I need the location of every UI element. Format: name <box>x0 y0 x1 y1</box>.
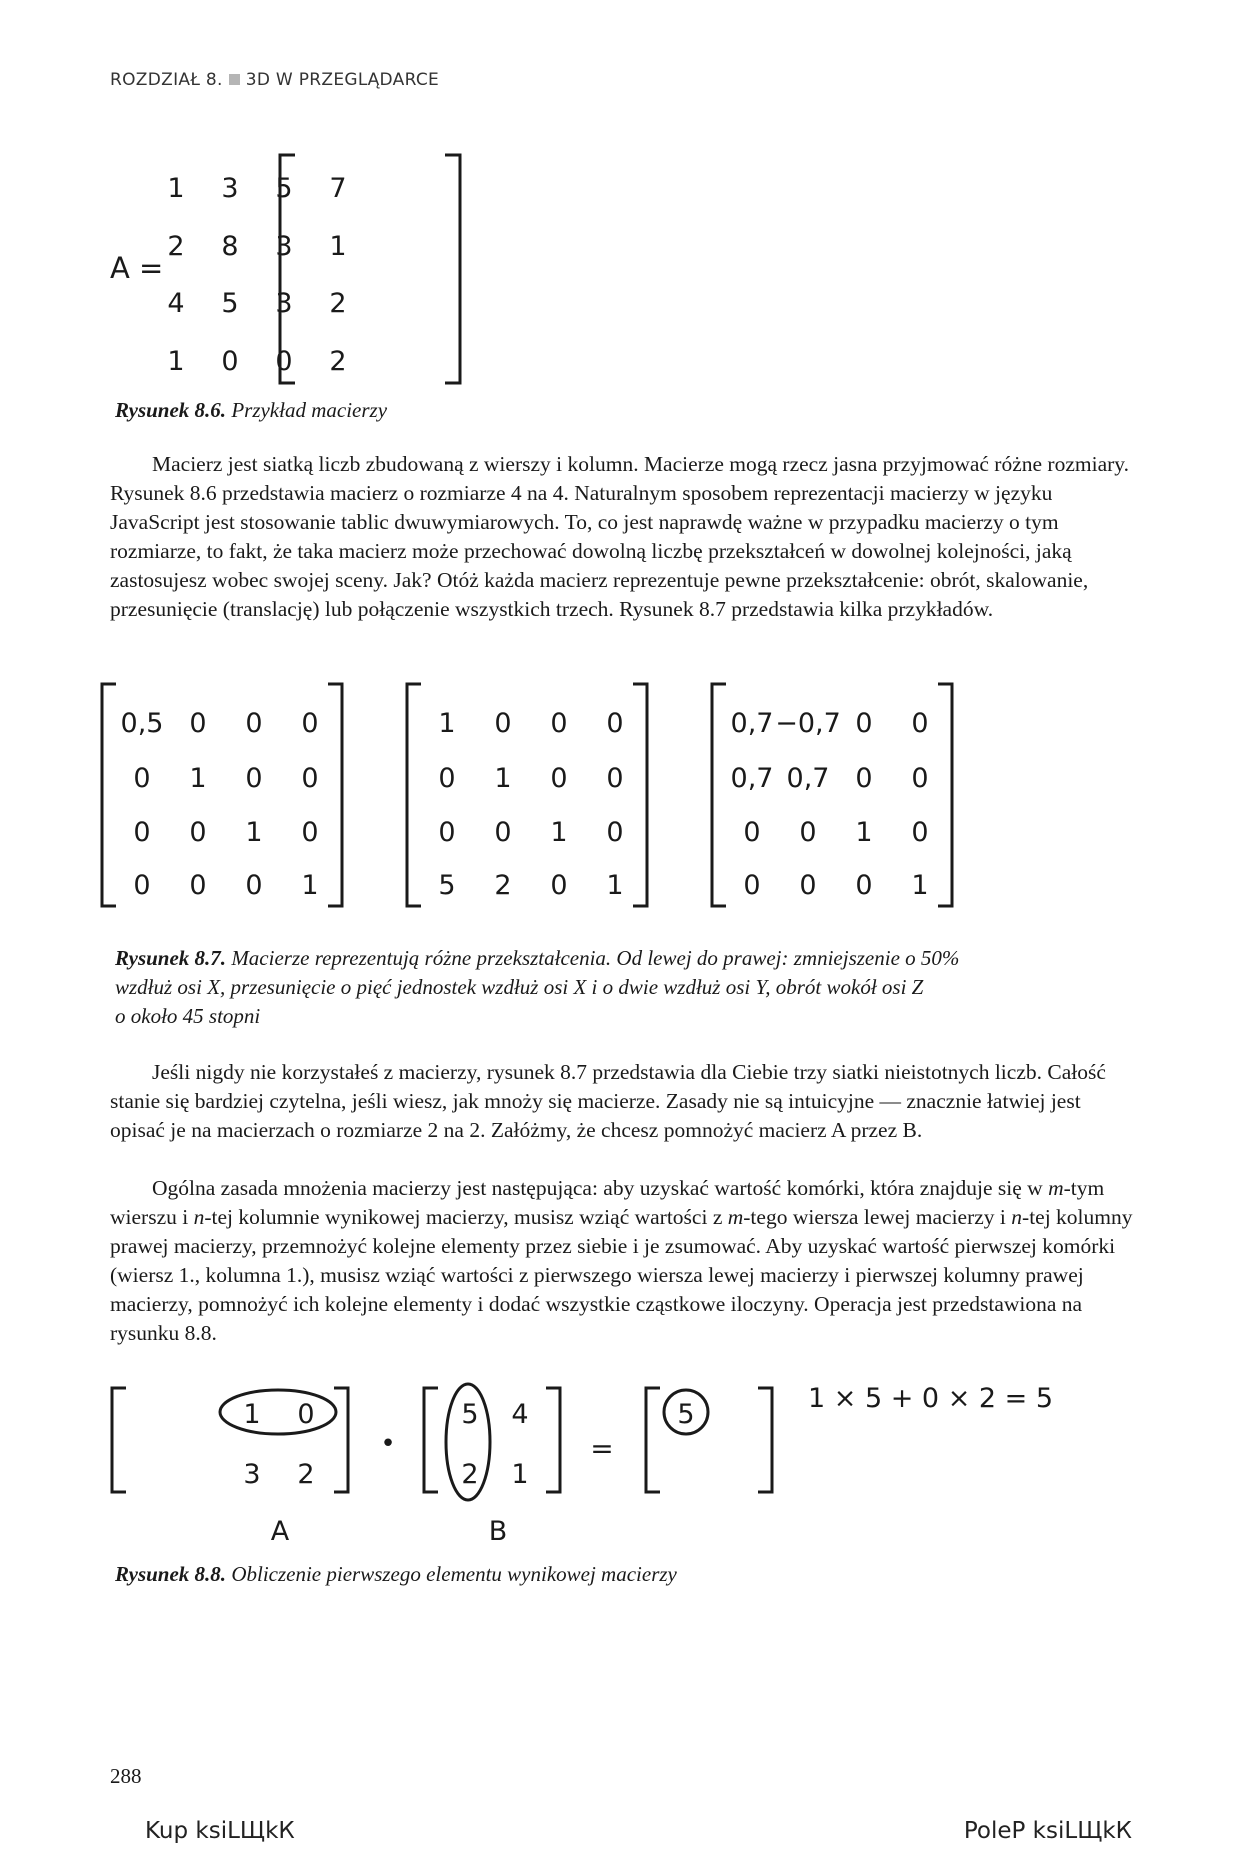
matrix-left-bracket <box>712 684 726 906</box>
chapter-label: ROZDZIAŁ 8. <box>110 70 223 90</box>
row-highlight-ellipse <box>220 1390 336 1434</box>
matrix-cell: 0 <box>189 708 207 739</box>
matrix-cell: 0,7 <box>730 708 774 739</box>
matrix-cell: 0 <box>301 763 319 794</box>
matrix-cell: 2 <box>167 231 185 262</box>
matrix-left-bracket <box>102 684 116 906</box>
matrix-right-bracket <box>633 684 647 906</box>
matrix-cell: 1 <box>167 346 185 377</box>
caption-text: Przykład macierzy <box>226 398 388 422</box>
label-a: A <box>270 1516 290 1547</box>
a-cell: 3 <box>243 1459 261 1490</box>
matrix-cell: 0,5 <box>120 708 164 739</box>
matrix-cell: 1 <box>494 763 512 794</box>
b-cell: 2 <box>461 1459 479 1490</box>
matrix-cell: 0,7 <box>786 763 830 794</box>
caption-text-line-1: Macierze reprezentują różne przekształcenia. Od lewej do prawej: zmniejszenie o 50% <box>226 946 960 970</box>
caption-number: Rysunek 8.7. <box>115 946 227 970</box>
result-right-bracket <box>758 1388 772 1492</box>
matrix-cell: 2 <box>329 288 347 319</box>
matrix-cell: 0 <box>799 870 817 901</box>
matrix-cell: 1 <box>167 173 185 204</box>
caption-number: Rysunek 8.6. <box>115 398 227 422</box>
footer-left: Kup ksiLЩkК <box>145 1818 295 1844</box>
figure-caption-8-6 <box>115 396 1135 425</box>
a-cell: 1 <box>243 1399 261 1430</box>
matrix-cell: 1 <box>438 708 456 739</box>
paragraph-text: Jeśli nigdy nie korzystałeś z macierzy, rysunek 8.7 przedstawia dla Ciebie trzy siatki nieistotnych liczb. Całość stanie się bardziej czytelna, jeśli wiesz, jak mnoży się macierze. Zasady nie są intuicyjne — znacznie łatwiej jest opisać je na macierzach o rozmiarze 2 na 2. Załóżmy, że chcesz pomnożyć macierz A przez B. <box>110 1060 1106 1142</box>
paragraph-2 <box>110 1058 1134 1145</box>
matrix-cell: 0 <box>550 708 568 739</box>
b-left-bracket <box>424 1388 438 1492</box>
matrix-cell: 0 <box>301 817 319 848</box>
figure-8-8 <box>100 1370 1054 1550</box>
matrix-cell: 0 <box>743 817 761 848</box>
caption-text-line-3: o około 45 stopni <box>115 1004 261 1028</box>
a-left-bracket <box>112 1388 126 1492</box>
matrix-cell: 5 <box>438 870 456 901</box>
paragraph-text: Macierz jest siatką liczb zbudowaną z wierszy i kolumn. Macierze mogą rzecz jasna przyjmować różne rozmiary. Rysunek 8.6 przedstawia macierz o rozmiarze 4 na 4. Naturalnym sposobem reprezentacji macierzy w języku JavaScript jest stosowanie tablic dwuwymiarowych. To, co jest naprawdę ważne w przypadku macierzy o tym rozmiarze, to fakt, że taka macierz może przechować dowolną liczbę przekształceń w dowolnej kolejności, jaką zastosujesz wobec swojej sceny. Jak? Otóż każda macierz reprezentuje pewne przekształcenie: obrót, skalowanie, przesunięcie (translację) lub połączenie wszystkich trzech. Rysunek 8.7 przedstawia kilka przykładów. <box>110 452 1130 621</box>
matrix-cell: 0 <box>221 346 239 377</box>
matrix-label-a: A = <box>110 251 164 285</box>
b-right-bracket <box>546 1388 560 1492</box>
b-cell: 5 <box>461 1399 479 1430</box>
caption-text: Obliczenie pierwszego elementu wynikowej macierzy <box>226 1562 677 1586</box>
caption-text-line-2: wzdłuż osi X, przesunięcie o pięć jednostek wzdłuż osi X i o dwie wzdłuż osi Y, obrót wokół osi Z <box>115 975 924 999</box>
matrix-cell: 0 <box>133 817 151 848</box>
matrix-cell: 0 <box>911 708 929 739</box>
matrix-cell: 0 <box>606 817 624 848</box>
formula: 1 × 5 + 0 × 2 = 5 <box>808 1383 1054 1414</box>
matrix-cell: 0 <box>133 763 151 794</box>
multiply-dot: • <box>380 1429 396 1459</box>
matrix-cell: 0 <box>606 708 624 739</box>
matrix-left-bracket <box>407 684 421 906</box>
result-left-bracket <box>646 1388 660 1492</box>
matrix-cell: 0,7 <box>730 763 774 794</box>
equals-sign: = <box>590 1432 614 1465</box>
matrix-cell: 0 <box>275 346 293 377</box>
matrix-cell: 0 <box>911 817 929 848</box>
right-bracket <box>445 155 460 383</box>
a-right-bracket <box>334 1388 348 1492</box>
matrix-cell: 3 <box>275 288 293 319</box>
matrix-cell: 0 <box>438 763 456 794</box>
matrix-cell: 0 <box>855 870 873 901</box>
figure-8-6 <box>100 140 460 400</box>
paragraph-3 <box>110 1174 1134 1348</box>
a-cell: 0 <box>297 1399 315 1430</box>
chapter-title: 3D W PRZEGLĄDARCE <box>245 70 440 90</box>
page-number: 288 <box>110 1764 142 1788</box>
matrix-cell: 1 <box>911 870 929 901</box>
matrix-cell: 0 <box>911 763 929 794</box>
paragraph-text: Ogólna zasada mnożenia macierzy jest następująca: aby uzyskać wartość komórki, która znajduje się w m-tym wierszu i n-tej kolumnie wynikowej macierzy, musisz wziąć wartości z m-tego wiersza lewej macierzy i n-tej kolumny prawej macierzy, przemnożyć kolejne elementy przez siebie i je zsumować. Aby uzyskać wartość pierwszej komórki (wiersz 1., kolumna 1.), musisz wziąć wartości z pierwszego wiersza lewej macierzy i pierwszej kolumny prawej macierzy, pomnożyć ich kolejne elementy i dodać wszystkie cząstkowe iloczyny. Operacja jest przedstawiona na rysunku 8.8. <box>110 1176 1133 1345</box>
matrix-cell: 2 <box>329 346 347 377</box>
matrix-cell: 2 <box>494 870 512 901</box>
transformation-matrices <box>102 684 952 906</box>
matrix-cell: 8 <box>221 231 239 262</box>
matrix-cell: 1 <box>329 231 347 262</box>
matrix-cell: 0 <box>438 817 456 848</box>
caption-number: Rysunek 8.8. <box>115 1562 227 1586</box>
matrix-cell: 0 <box>855 763 873 794</box>
matrix-cell: 0 <box>743 870 761 901</box>
matrix-4x4 <box>167 173 346 377</box>
matrix-cell: 1 <box>245 817 263 848</box>
matrix-cell: 0 <box>550 763 568 794</box>
matrix-cell: 1 <box>606 870 624 901</box>
matrix-cell: 0 <box>245 708 263 739</box>
result-cell: 5 <box>677 1399 695 1430</box>
footer-right: PoleР ksiLЩkК <box>963 1818 1132 1844</box>
matrix-cell: 0 <box>301 708 319 739</box>
matrix-cell: 3 <box>275 231 293 262</box>
matrix-cell: 7 <box>329 173 347 204</box>
matrix-cell: 0 <box>494 817 512 848</box>
matrix-cell: 0 <box>245 870 263 901</box>
matrix-cell: 0 <box>799 817 817 848</box>
matrix-cell: 5 <box>221 288 239 319</box>
matrix-right-bracket <box>938 684 952 906</box>
matrix-cell: 1 <box>301 870 319 901</box>
matrix-cell: −0,7 <box>775 708 841 739</box>
figure-caption-8-7 <box>115 944 1135 1031</box>
matrix-right-bracket <box>328 684 342 906</box>
b-cell: 4 <box>511 1399 529 1430</box>
matrix-cell: 0 <box>133 870 151 901</box>
b-cell: 1 <box>511 1459 529 1490</box>
paragraph-1 <box>110 450 1134 624</box>
figure-caption-8-8 <box>115 1560 1135 1589</box>
matrix-cell: 1 <box>550 817 568 848</box>
matrix-cell: 0 <box>855 708 873 739</box>
a-cell: 2 <box>297 1459 315 1490</box>
matrix-cell: 0 <box>494 708 512 739</box>
matrix-cell: 0 <box>606 763 624 794</box>
matrix-cell: 5 <box>275 173 293 204</box>
matrix-cell: 1 <box>189 763 207 794</box>
matrix-cell: 0 <box>189 870 207 901</box>
running-header <box>110 70 439 90</box>
matrix-cell: 0 <box>550 870 568 901</box>
separator-square <box>229 74 240 85</box>
matrix-cell: 3 <box>221 173 239 204</box>
matrix-cell: 0 <box>245 763 263 794</box>
label-b: B <box>488 1516 508 1547</box>
matrix-cell: 0 <box>189 817 207 848</box>
figure-8-7 <box>100 680 1140 940</box>
matrix-cell: 1 <box>855 817 873 848</box>
matrix-cell: 4 <box>167 288 185 319</box>
